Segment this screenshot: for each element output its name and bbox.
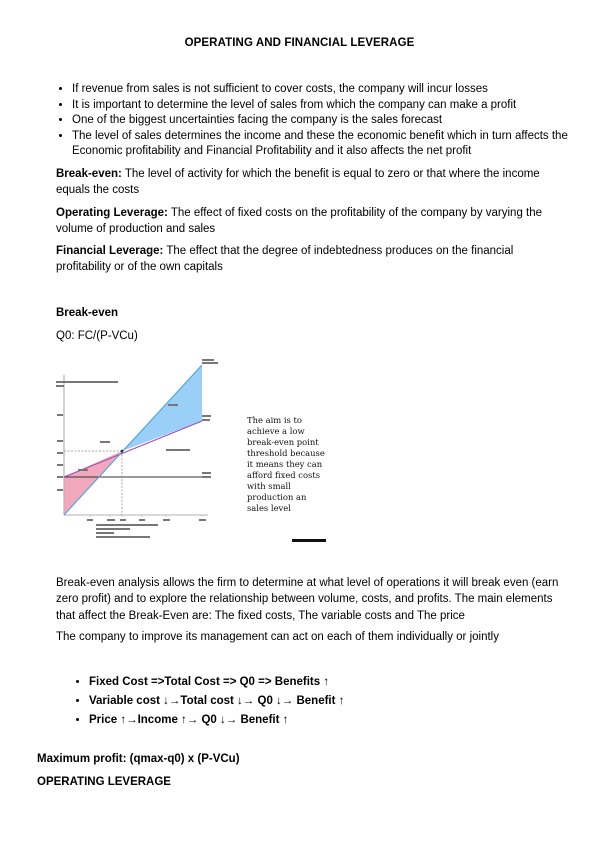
list-item: • Price ↑→Income ↑→ Q0 ↓→ Benefit ↑ [89,711,344,730]
operating-leverage-definition [56,205,564,237]
definition-term: Financial Leverage: [56,245,164,257]
definition-text: The effect of fixed costs on the profitability of the company by varying the volume of production and sales [56,207,543,236]
list-item: • If revenue from sales is not sufficient to cover costs, the company will incur losses [72,82,577,98]
list-item: • One of the biggest uncertainties facing the company is the sales forecast [72,113,577,129]
figure-caption: The aim is to achieve a low break-even point threshold because it means they can afford fixed costs with small production an sales level [247,415,325,513]
list-item: • The level of sales determines the income and these the economic benefit which in turn affects the Economic profitability and Financial Profitability and it also affects the net profit [72,129,577,160]
figure-credit-bar [292,539,326,542]
max-profit-formula: Maximum profit: (qmax-q0) x (P-VCu) [37,753,240,765]
definition-term: Break-even: [56,168,122,180]
effects-bullet-list [73,673,344,729]
document-title: OPERATING AND FINANCIAL LEVERAGE [184,37,415,49]
company-paragraph: The company to improve its management can act on each of them individually or jointly [56,631,499,643]
section-heading-breakeven: Break-even [56,307,119,319]
list-item: • Fixed Cost =>Total Cost => Q0 => Benefits ↑ [89,673,344,692]
section-heading-operating-leverage: OPERATING LEVERAGE [37,776,171,788]
breakeven-figure [56,357,332,544]
list-item: • It is important to determine the level of sales from which the company can make a profit [72,98,577,114]
breakeven-analysis-paragraph: Break-even analysis allows the firm to determine at what level of operations it will break even (earn zero profit) and to explore the relationship between volume, costs, and profits. The main elements that affect the Break-Even are: The fixed costs, The variable costs and The price [56,577,559,622]
list-item: • Variable cost ↓→Total cost ↓→ Q0 ↓→ Benefit ↑ [89,692,344,711]
intro-bullet-list [56,82,577,160]
definition-text: The level of activity for which the benefit is equal to zero or that where the income equals the costs [56,168,540,197]
definition-text: The effect that the degree of indebtedness produces on the financial profitability or of the own capitals [56,245,514,274]
financial-leverage-definition [56,243,564,275]
breakeven-formula: Q0: FC/(P-VCu) [56,330,138,342]
breakeven-definition [56,166,564,198]
definition-term: Operating Leverage: [56,207,168,219]
